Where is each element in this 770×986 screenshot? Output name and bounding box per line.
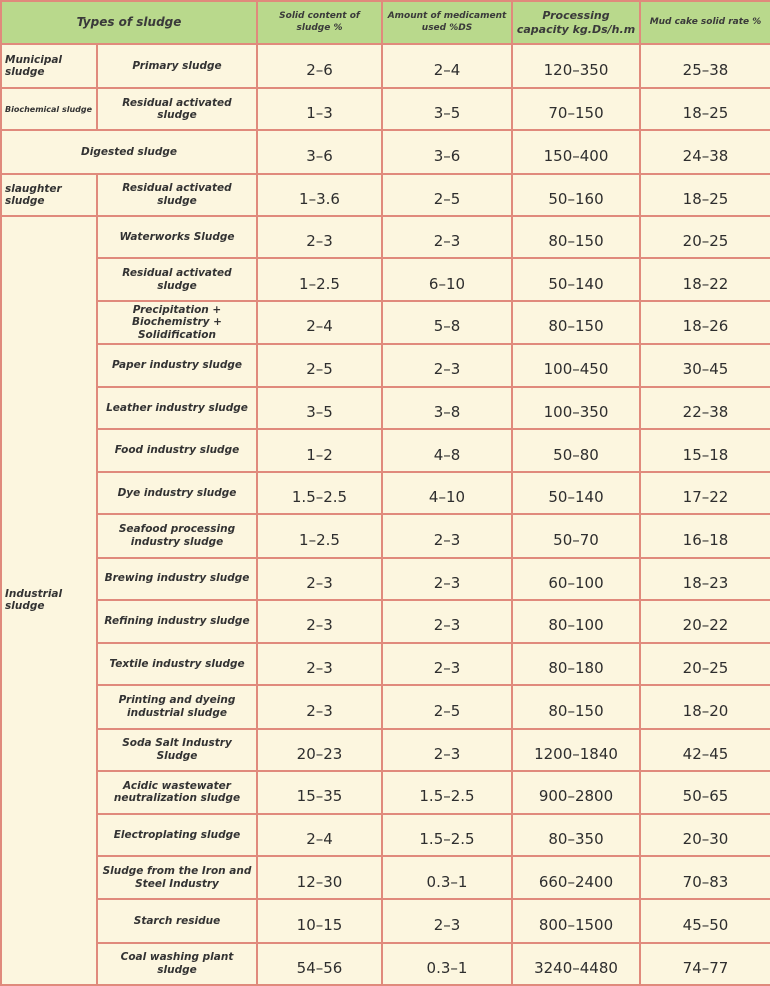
solid-content: 1–3.6 [257, 174, 382, 216]
processing-capacity: 100–350 [512, 387, 640, 429]
mud-cake-rate: 18–23 [640, 558, 770, 600]
sludge-type: Primary sludge [97, 44, 257, 88]
medicament-amount: 2–3 [382, 643, 512, 685]
processing-capacity: 80–150 [512, 685, 640, 728]
mud-cake-rate: 18–25 [640, 174, 770, 216]
sludge-type: Textile industry sludge [97, 643, 257, 685]
table-row [1, 899, 770, 942]
medicament-amount: 2–5 [382, 174, 512, 216]
sludge-type: Residual activated sludge [97, 88, 257, 130]
solid-content: 1–3 [257, 88, 382, 130]
sludge-type: Electroplating sludge [97, 814, 257, 856]
medicament-amount: 2–3 [382, 216, 512, 258]
solid-content: 1–2 [257, 429, 382, 472]
processing-capacity: 50–70 [512, 514, 640, 557]
medicament-amount: 5–8 [382, 301, 512, 343]
table-row [1, 814, 770, 856]
medicament-amount: 4–10 [382, 472, 512, 514]
processing-capacity: 1200–1840 [512, 729, 640, 771]
medicament-amount: 2–4 [382, 44, 512, 88]
processing-capacity: 3240–4480 [512, 943, 640, 985]
medicament-amount: 3–6 [382, 130, 512, 173]
table-row [1, 943, 770, 985]
mud-cake-rate: 42–45 [640, 729, 770, 771]
mud-cake-rate: 74–77 [640, 943, 770, 985]
sludge-type: Brewing industry sludge [97, 558, 257, 600]
solid-content: 2–3 [257, 685, 382, 728]
solid-content: 20–23 [257, 729, 382, 771]
header-row [1, 1, 770, 44]
table-row [1, 856, 770, 899]
header-types: Types of sludge [1, 1, 257, 44]
sludge-type: Waterworks Sludge [97, 216, 257, 258]
mud-cake-rate: 45–50 [640, 899, 770, 942]
header-medicament: Amount of medicament used %DS [382, 1, 512, 44]
category-municipal: Municipal sludge [1, 44, 97, 88]
processing-capacity: 70–150 [512, 88, 640, 130]
sludge-type: Refining industry sludge [97, 600, 257, 643]
table-row [1, 514, 770, 557]
table-row [1, 472, 770, 514]
mud-cake-rate: 18–26 [640, 301, 770, 343]
solid-content: 2–3 [257, 600, 382, 643]
table-row [1, 130, 770, 173]
solid-content: 1–2.5 [257, 258, 382, 301]
table-row [1, 258, 770, 301]
medicament-amount: 1.5–2.5 [382, 771, 512, 814]
category-slaughter: slaughter sludge [1, 174, 97, 216]
mud-cake-rate: 18–25 [640, 88, 770, 130]
table-row [1, 44, 770, 88]
mud-cake-rate: 18–20 [640, 685, 770, 728]
medicament-amount: 2–3 [382, 600, 512, 643]
medicament-amount: 6–10 [382, 258, 512, 301]
sludge-type: Residual activated sludge [97, 258, 257, 301]
processing-capacity: 50–140 [512, 258, 640, 301]
header-processing-capacity: Processing capacity kg.Ds/h.m [512, 1, 640, 44]
header-mud-cake: Mud cake solid rate % [640, 1, 770, 44]
mud-cake-rate: 20–22 [640, 600, 770, 643]
table-row [1, 344, 770, 387]
category-biochemical: Biochemical sludge [1, 88, 97, 130]
medicament-amount: 2–3 [382, 899, 512, 942]
sludge-type: Paper industry sludge [97, 344, 257, 387]
table-row [1, 429, 770, 472]
mud-cake-rate: 22–38 [640, 387, 770, 429]
solid-content: 2–3 [257, 643, 382, 685]
sludge-type: Dye industry sludge [97, 472, 257, 514]
medicament-amount: 2–5 [382, 685, 512, 728]
mud-cake-rate: 18–22 [640, 258, 770, 301]
mud-cake-rate: 20–30 [640, 814, 770, 856]
solid-content: 2–4 [257, 301, 382, 343]
table-row [1, 387, 770, 429]
processing-capacity: 900–2800 [512, 771, 640, 814]
sludge-type: Soda Salt Industry Sludge [97, 729, 257, 771]
solid-content: 2–4 [257, 814, 382, 856]
table-row [1, 88, 770, 130]
category-industrial: Industrial sludge [1, 216, 97, 985]
table-row [1, 729, 770, 771]
processing-capacity: 800–1500 [512, 899, 640, 942]
medicament-amount: 3–5 [382, 88, 512, 130]
sludge-type: Sludge from the Iron and Steel Industry [97, 856, 257, 899]
solid-content: 10–15 [257, 899, 382, 942]
table-row [1, 771, 770, 814]
medicament-amount: 2–3 [382, 558, 512, 600]
mud-cake-rate: 50–65 [640, 771, 770, 814]
sludge-type: Digested sludge [1, 130, 257, 173]
table-row [1, 174, 770, 216]
solid-content: 1.5–2.5 [257, 472, 382, 514]
table-row [1, 643, 770, 685]
table-row [1, 301, 770, 343]
sludge-type: Acidic wastewater neutralization sludge [97, 771, 257, 814]
sludge-type: Residual activated sludge [97, 174, 257, 216]
medicament-amount: 2–3 [382, 514, 512, 557]
solid-content: 2–6 [257, 44, 382, 88]
sludge-type: Coal washing plant sludge [97, 943, 257, 985]
mud-cake-rate: 20–25 [640, 216, 770, 258]
medicament-amount: 2–3 [382, 344, 512, 387]
sludge-type: Printing and dyeing industrial sludge [97, 685, 257, 728]
medicament-amount: 3–8 [382, 387, 512, 429]
processing-capacity: 120–350 [512, 44, 640, 88]
processing-capacity: 80–150 [512, 301, 640, 343]
processing-capacity: 80–150 [512, 216, 640, 258]
processing-capacity: 80–100 [512, 600, 640, 643]
sludge-type: Starch residue [97, 899, 257, 942]
medicament-amount: 2–3 [382, 729, 512, 771]
mud-cake-rate: 25–38 [640, 44, 770, 88]
solid-content: 54–56 [257, 943, 382, 985]
medicament-amount: 0.3–1 [382, 943, 512, 985]
solid-content: 15–35 [257, 771, 382, 814]
solid-content: 2–3 [257, 558, 382, 600]
solid-content: 12–30 [257, 856, 382, 899]
table-row [1, 216, 770, 258]
processing-capacity: 150–400 [512, 130, 640, 173]
processing-capacity: 50–80 [512, 429, 640, 472]
processing-capacity: 50–140 [512, 472, 640, 514]
solid-content: 3–6 [257, 130, 382, 173]
solid-content: 3–5 [257, 387, 382, 429]
sludge-type: Seafood processing industry sludge [97, 514, 257, 557]
medicament-amount: 4–8 [382, 429, 512, 472]
processing-capacity: 80–180 [512, 643, 640, 685]
mud-cake-rate: 30–45 [640, 344, 770, 387]
mud-cake-rate: 16–18 [640, 514, 770, 557]
medicament-amount: 1.5–2.5 [382, 814, 512, 856]
medicament-amount: 0.3–1 [382, 856, 512, 899]
mud-cake-rate: 24–38 [640, 130, 770, 173]
processing-capacity: 100–450 [512, 344, 640, 387]
table-row [1, 558, 770, 600]
sludge-type: Food industry sludge [97, 429, 257, 472]
table-row [1, 600, 770, 643]
processing-capacity: 660–2400 [512, 856, 640, 899]
processing-capacity: 60–100 [512, 558, 640, 600]
mud-cake-rate: 70–83 [640, 856, 770, 899]
processing-capacity: 50–160 [512, 174, 640, 216]
sludge-type: Leather industry sludge [97, 387, 257, 429]
header-solid-content: Solid content of sludge % [257, 1, 382, 44]
solid-content: 2–5 [257, 344, 382, 387]
sludge-type: Precipitation + Biochemistry + Solidification [97, 301, 257, 343]
mud-cake-rate: 20–25 [640, 643, 770, 685]
processing-capacity: 80–350 [512, 814, 640, 856]
table-row [1, 685, 770, 728]
solid-content: 1–2.5 [257, 514, 382, 557]
solid-content: 2–3 [257, 216, 382, 258]
mud-cake-rate: 17–22 [640, 472, 770, 514]
mud-cake-rate: 15–18 [640, 429, 770, 472]
